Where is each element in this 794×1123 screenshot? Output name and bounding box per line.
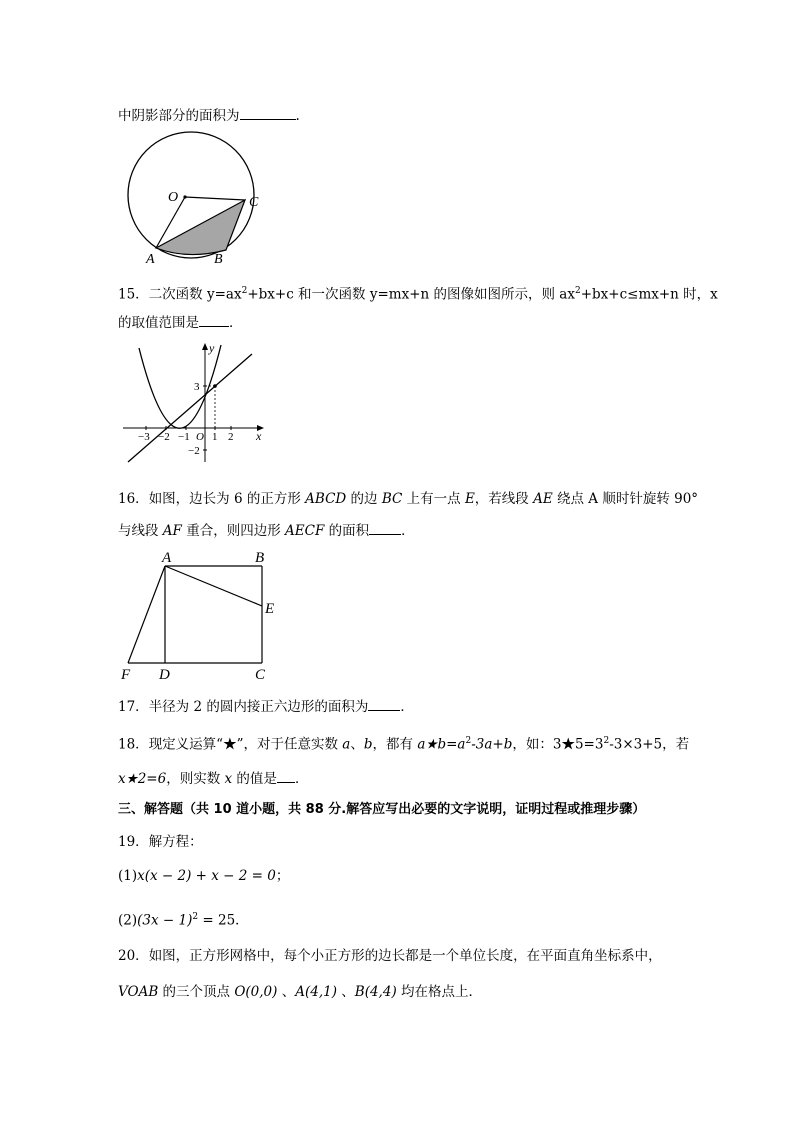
q16-line-2: 与线段 AF 重合，则四边形 AECF 的面积 ．	[118, 520, 415, 540]
x-tick-label: −2	[158, 431, 170, 443]
q18-line-2: x★2=6，则实数 x 的值是 ．	[118, 768, 308, 788]
x-tick-label: −3	[138, 431, 150, 443]
answer-blank	[369, 520, 401, 535]
x-tick-label: 1	[212, 431, 218, 443]
origin-label: O	[196, 431, 204, 443]
answer-blank	[368, 696, 400, 711]
section-heading: 三、解答题（共 10 道小题，共 88 分.解答应写出必要的文字说明，证明过程或推理步骤）	[118, 802, 646, 817]
answer-blank	[199, 312, 229, 327]
q18-line-1: 18．现定义运算“★”，对于任意实数 a、b，都有 $a★b=a^2-3a+b$，如：$3★5=3^2-3\times 3+5$，若	[118, 736, 690, 753]
q15-line-1: 15．二次函数 $y=ax^2+bx+c$ 和一次函数 y=mx+n 的图像如图所示，则 $ax^2+bx+c\le mx+n$ 时，x	[118, 286, 718, 303]
x-axis-label: x	[256, 429, 262, 443]
answer-blank	[277, 768, 295, 783]
q19-part-2: $(2)(3x - 1)^2 = 25$．	[118, 912, 249, 929]
x-tick-label: −1	[178, 431, 190, 443]
label-f: F	[121, 667, 131, 683]
center-point	[183, 195, 186, 198]
q14-circle-figure	[118, 130, 268, 270]
parabola-curve	[139, 345, 221, 428]
label-a: A	[146, 252, 155, 267]
q19-line: 19．解方程：	[118, 834, 203, 850]
q16-square-figure	[118, 548, 298, 688]
segment-ae	[165, 566, 262, 606]
label-b: B	[255, 550, 265, 566]
y-tick-label: 3	[194, 381, 200, 393]
label-b: B	[214, 252, 223, 267]
label-a: A	[162, 550, 172, 566]
q17-line: 17．半径为 2 的圆内接正六边形的面积为 ．	[118, 696, 414, 716]
y-axis-arrow	[202, 343, 208, 350]
q19-part-1: (1)x(x − 2) + x − 2 = 0；	[118, 868, 290, 884]
q15-line-2: 的取值范围是 ．	[118, 312, 243, 332]
segment-af	[128, 566, 165, 663]
y-axis-label: y	[209, 341, 215, 355]
label-e: E	[265, 601, 275, 617]
shaded-region	[156, 200, 245, 255]
q14-tail-line: 中阴影部分的面积为 .	[118, 105, 300, 125]
segment-oc	[185, 197, 245, 200]
label-o: O	[168, 190, 179, 205]
label-c: C	[255, 667, 266, 683]
q20-line-2: VOAB 的三个顶点 O(0,0) 、A(4,1) 、B(4,4) 均在格点上．	[118, 984, 483, 1000]
answer-blank	[240, 105, 296, 120]
q15-graph	[118, 340, 278, 470]
intersection-point	[213, 384, 217, 388]
q20-line-1: 20．如图，正方形网格中，每个小正方形的边长都是一个单位长度，在平面直角坐标系中，	[118, 948, 662, 964]
label-d: D	[159, 667, 170, 683]
x-tick-label: 2	[228, 431, 234, 443]
y-tick-label: −2	[188, 445, 200, 457]
label-c: C	[249, 195, 259, 210]
q16-line-1: 16．如图，边长为 6 的正方形 ABCD 的边 BC 上有一点 E，若线段 AE 绕点 A 顺时针旋转 90°	[118, 491, 699, 507]
